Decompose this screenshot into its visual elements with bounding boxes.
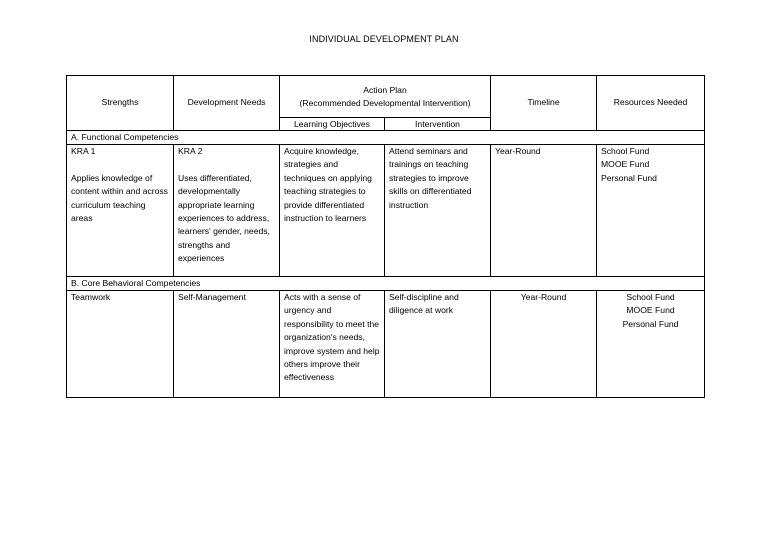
header-row xyxy=(67,76,705,118)
section-label: B. Core Behavioral Competencies xyxy=(67,277,705,291)
development-needs-cell: KRA 2 Uses differentiated, developmentally appropriate learning experiences to address, learners' gender, needs, strengths and experiences xyxy=(174,145,280,277)
intervention-cell: Attend seminars and trainings on teaching strategies to improve skills on differentiated instruction xyxy=(385,145,491,277)
header-intervention: Intervention xyxy=(385,118,491,131)
header-development-needs: Development Needs xyxy=(174,76,280,131)
learning-objectives-cell: Acquire knowledge, strategies and techniques on applying teaching strategies to provide differentiated instruction to learners xyxy=(280,145,385,277)
header-strengths: Strengths xyxy=(67,76,174,131)
strengths-cell: Teamwork xyxy=(67,291,174,398)
section-row-functional xyxy=(67,131,705,145)
section-label: A. Functional Competencies xyxy=(67,131,705,145)
resource-item: Personal Fund xyxy=(622,318,679,329)
resource-item: MOOE Fund xyxy=(626,305,675,316)
strengths-cell: KRA 1 Applies knowledge of content within and across curriculum teaching areas xyxy=(67,145,174,277)
table-row xyxy=(67,291,705,398)
header-resources-needed: Resources Needed xyxy=(597,76,705,131)
resource-item: School Fund xyxy=(626,292,675,302)
timeline-cell: Year-Round xyxy=(491,291,597,398)
resources-cell xyxy=(597,291,705,398)
resources-cell xyxy=(597,145,705,277)
resource-item: School Fund xyxy=(601,146,650,156)
development-plan-table xyxy=(66,75,705,398)
document-title: INDIVIDUAL DEVELOPMENT PLAN xyxy=(309,34,459,44)
resource-item: MOOE Fund xyxy=(601,159,650,170)
table-row xyxy=(67,145,705,277)
header-timeline: Timeline xyxy=(491,76,597,131)
learning-objectives-cell: Acts with a sense of urgency and responsibility to meet the organization's needs, improve system and help others improve their effectiveness xyxy=(280,291,385,398)
intervention-cell: Self-discipline and diligence at work xyxy=(385,291,491,398)
section-row-core-behavioral xyxy=(67,277,705,291)
header-learning-objectives: Learning Objectives xyxy=(280,118,385,131)
header-action-plan: Action Plan (Recommended Developmental Intervention) xyxy=(280,76,491,118)
development-needs-cell: Self-Management xyxy=(174,291,280,398)
resource-item: Personal Fund xyxy=(601,172,657,183)
timeline-cell: Year-Round xyxy=(491,145,597,277)
